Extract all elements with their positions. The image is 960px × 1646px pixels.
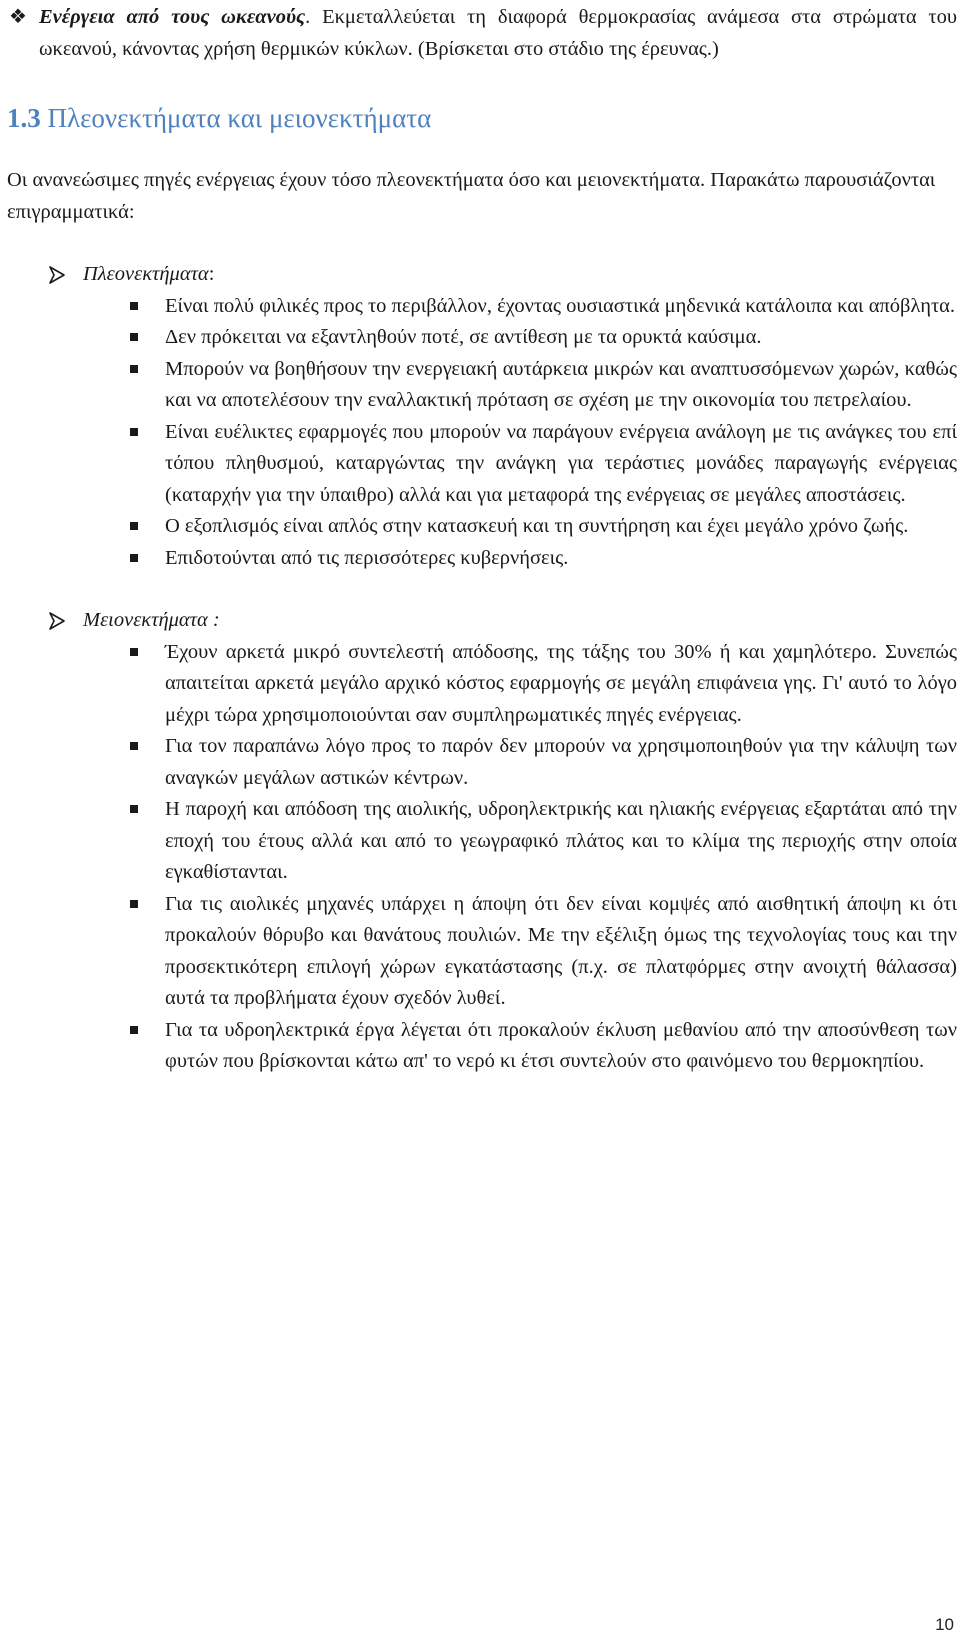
square-icon [125,731,165,763]
square-icon [125,794,165,826]
list-item [7,322,957,354]
disadvantages-list [7,637,957,1078]
list-item [7,889,957,1015]
list-item [7,417,957,512]
square-icon [125,417,165,449]
square-icon [125,354,165,386]
advantages-label-suffix: : [208,263,215,285]
list-item-text: Για τον παραπάνω λόγο προς το παρόν δεν μπορούν να χρησιμοποιηθούν για την κάλυψη των αναγκών μεγάλων αστικών κέντρων. [165,735,957,789]
list-item-text: Δεν πρόκειται να εξαντληθούν ποτέ, σε αντίθεση με τα ορυκτά καύσιμα. [165,326,762,348]
list-item-text: Ο εξοπλισμός είναι απλός στην κατασκευή και τη συντήρηση και έχει μεγάλο χρόνο ζωής. [165,515,909,537]
list-item [7,291,957,323]
list-item-text: Για τα υδροηλεκτρικά έργα λέγεται ότι προκαλούν έκλυση μεθανίου από την αποσύνθεση των φυτών που βρίσκονται κάτω απ' το νερό κι έτσι συντελούν στο φαινόμενο του θερμοκηπίου. [165,1018,957,1072]
list-item-text: Μπορούν να βοηθήσουν την ενεργειακή αυτάρκεια μικρών και αναπτυσσόμενων χωρών, καθώς και να αποτελέσουν την εναλλακτική πρόταση σε σχέση με την οικονομία του πετρελαίου. [165,357,957,411]
square-icon [125,637,165,669]
diamond-cluster-icon: ❖ [9,6,27,28]
list-item-text: Είναι ευέλικτες εφαρμογές που μπορούν να παράγουν ενέργεια ανάλογη με τις ανάγκες του επί τόπου πληθυσμού, καταργώντας την ανάγκη για τεράστιες μονάδες παραγωγής ενέργειας (καταρχήν για την ύπαιθρο) αλλά και για μεταφορά της ενέργειας σε μεγάλες αποστάσεις. [165,420,957,506]
section-title: Πλεονεκτήματα και μειονεκτήματα [40,103,432,133]
list-item-text: Η παροχή και απόδοση της αιολικής, υδροηλεκτρικής και ηλιακής ενέργειας εξαρτάται από την εποχή του έτους αλλά και από το γεωγραφικό πλάτος και το κλίμα της περιοχής στην οποία εγκαθίστανται. [165,798,957,883]
square-icon [125,1015,165,1047]
arrowhead-icon [49,612,83,630]
square-icon [125,291,165,323]
ocean-energy-item [7,2,957,65]
advantages-list [7,291,957,575]
square-icon [125,543,165,575]
advantages-label: Πλεονεκτήματα [83,263,209,285]
list-item [7,637,957,732]
disadvantages-label: Μειονεκτήματα : [83,609,220,631]
document-page [7,0,957,1646]
page-number: 10 [935,1615,954,1634]
list-item [7,1015,957,1078]
square-icon [125,889,165,921]
square-icon [125,511,165,543]
disadvantages-group [7,605,957,1078]
list-item-text: Έχουν αρκετά μικρό συντελεστή απόδοσης, της τάξης του 30% ή και χαμηλότερο. Συνεπώς απαιτείται αρκετά μεγάλο αρχικό κόστος εφαρμογής σε μεγάλη επιφάνεια γης. Γι' αυτό το λόγο μέχρι τώρα χρησιμοποιούνται σαν συμπληρωματικές πηγές ενέργειας. [165,640,957,726]
list-item [7,511,957,543]
advantages-group [7,259,957,574]
ocean-energy-text [39,2,957,65]
list-item-text: Επιδοτούνται από τις περισσότερες κυβερνήσεις. [165,546,569,569]
list-item-text: Για τις αιολικές μηχανές υπάρχει η άποψη ότι δεν είναι κομψές από αισθητική άποψη κι ότι προκαλούν θόρυβο και θανάτους πουλιών. Με την εξέλιξη όμως της τεχνολογίας τους και την προσεκτικότερη επιλογή χώρων εγκατάστασης (π.χ. σε πλατφόρμες στην ανοιχτή θάλασσα) αυτά τα προβλήματα έχουν σχεδόν λυθεί. [165,892,957,1009]
list-item [7,543,957,575]
list-item-text: Είναι πολύ φιλικές προς το περιβάλλον, έχοντας ουσιαστικά μηδενικά κατάλοιπα και απόβλητα. [165,294,956,317]
disadvantages-heading [7,605,957,637]
ocean-energy-description: . Εκμεταλλεύεται τη διαφορά θερμοκρασίας ανάμεσα στα στρώματα του ωκεανού, κάνοντας χρήση θερμικών κύκλων. (Βρίσκεται στο στάδιο της έρευνας.) [39,6,958,60]
section-heading [7,101,957,135]
ocean-energy-lead: Ενέργεια από τους ωκεανούς [39,6,306,28]
advantages-heading [7,259,957,291]
arrowhead-icon [49,266,83,284]
intro-paragraph: Οι ανανεώσιμες πηγές ενέργειας έχουν τόσο πλεονεκτήματα όσο και μειονεκτήματα. Παρακάτω παρουσιάζονται επιγραμματικά: [7,169,936,223]
square-icon [125,322,165,354]
list-item [7,731,957,794]
list-item [7,794,957,889]
section-number: 1.3 [7,103,41,133]
list-item [7,354,957,417]
